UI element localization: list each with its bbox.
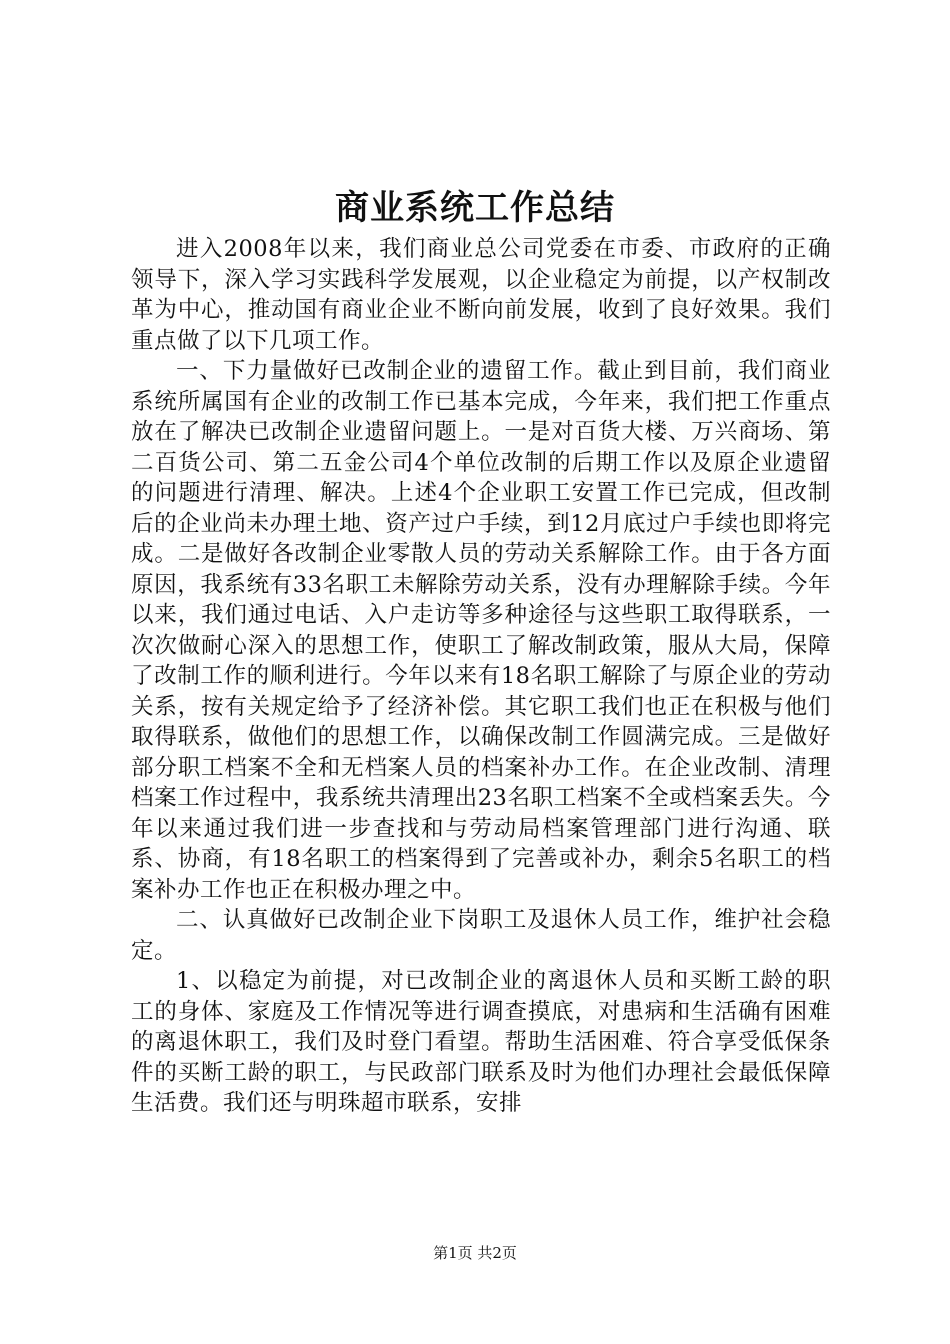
paragraph-section-two-item-one: 1、以稳定为前提，对已改制企业的离退休人员和买断工龄的职工的身体、家庭及工作情况等进行调查摸底，对患病和生活确有困难的离退休职工，我们及时登门看望。帮助生活困难、符合享受低保条件的买断工龄的职工，与民政部门联系及时为他们办理社会最低保障生活费。我们还与明珠超市联系，安排 — [131, 968, 831, 1116]
document-title: 商业系统工作总结 — [335, 188, 615, 228]
document-body — [131, 234, 831, 1119]
paragraph-section-two-heading: 二、认真做好已改制企业下岗职工及退休人员工作，维护社会稳定。 — [131, 907, 831, 964]
paragraph-section-one: 一、下力量做好已改制企业的遗留工作。截止到目前，我们商业系统所属国有企业的改制工作已基本完成，今年来，我们把工作重点放在了解决已改制企业遗留问题上。一是对百货大楼、万兴商场、第二百货公司、第二五金公司4个单位改制的后期工作以及原企业遗留的问题进行清理、解决。上述4个企业职工安置工作已完成，但改制后的企业尚未办理土地、资产过户手续，到12月底过户手续也即将完成。二是做好各改制企业零散人员的劳动关系解除工作。由于各方面原因，我系统有33名职工未解除劳动关系，没有办理解除手续。今年以来，我们通过电话、入户走访等多种途径与这些职工取得联系，一次次做耐心深入的思想工作，使职工了解改制政策，服从大局，保障了改制工作的顺利进行。今年以来有18名职工解除了与原企业的劳动关系，按有关规定给予了经济补偿。其它职工我们也正在积极与他们取得联系，做他们的思想工作，以确保改制工作圆满完成。三是做好部分职工档案不全和无档案人员的档案补办工作。在企业改制、清理档案工作过程中，我系统共清理出23名职工档案不全或档案丢失。今年以来通过我们进一步查找和与劳动局档案管理部门进行沟通、联系、协商，有18名职工的档案得到了完善或补办，剩余5名职工的档案补办工作也正在积极办理之中。 — [131, 358, 831, 903]
page-footer: 第1页 共2页 — [433, 1244, 517, 1262]
paragraph-intro: 进入2008年以来，我们商业总公司党委在市委、市政府的正确领导下，深入学习实践科学发展观，以企业稳定为前提，以产权制改革为中心，推动国有商业企业不断向前发展，收到了良好效果。我们重点做了以下几项工作。 — [131, 236, 831, 354]
